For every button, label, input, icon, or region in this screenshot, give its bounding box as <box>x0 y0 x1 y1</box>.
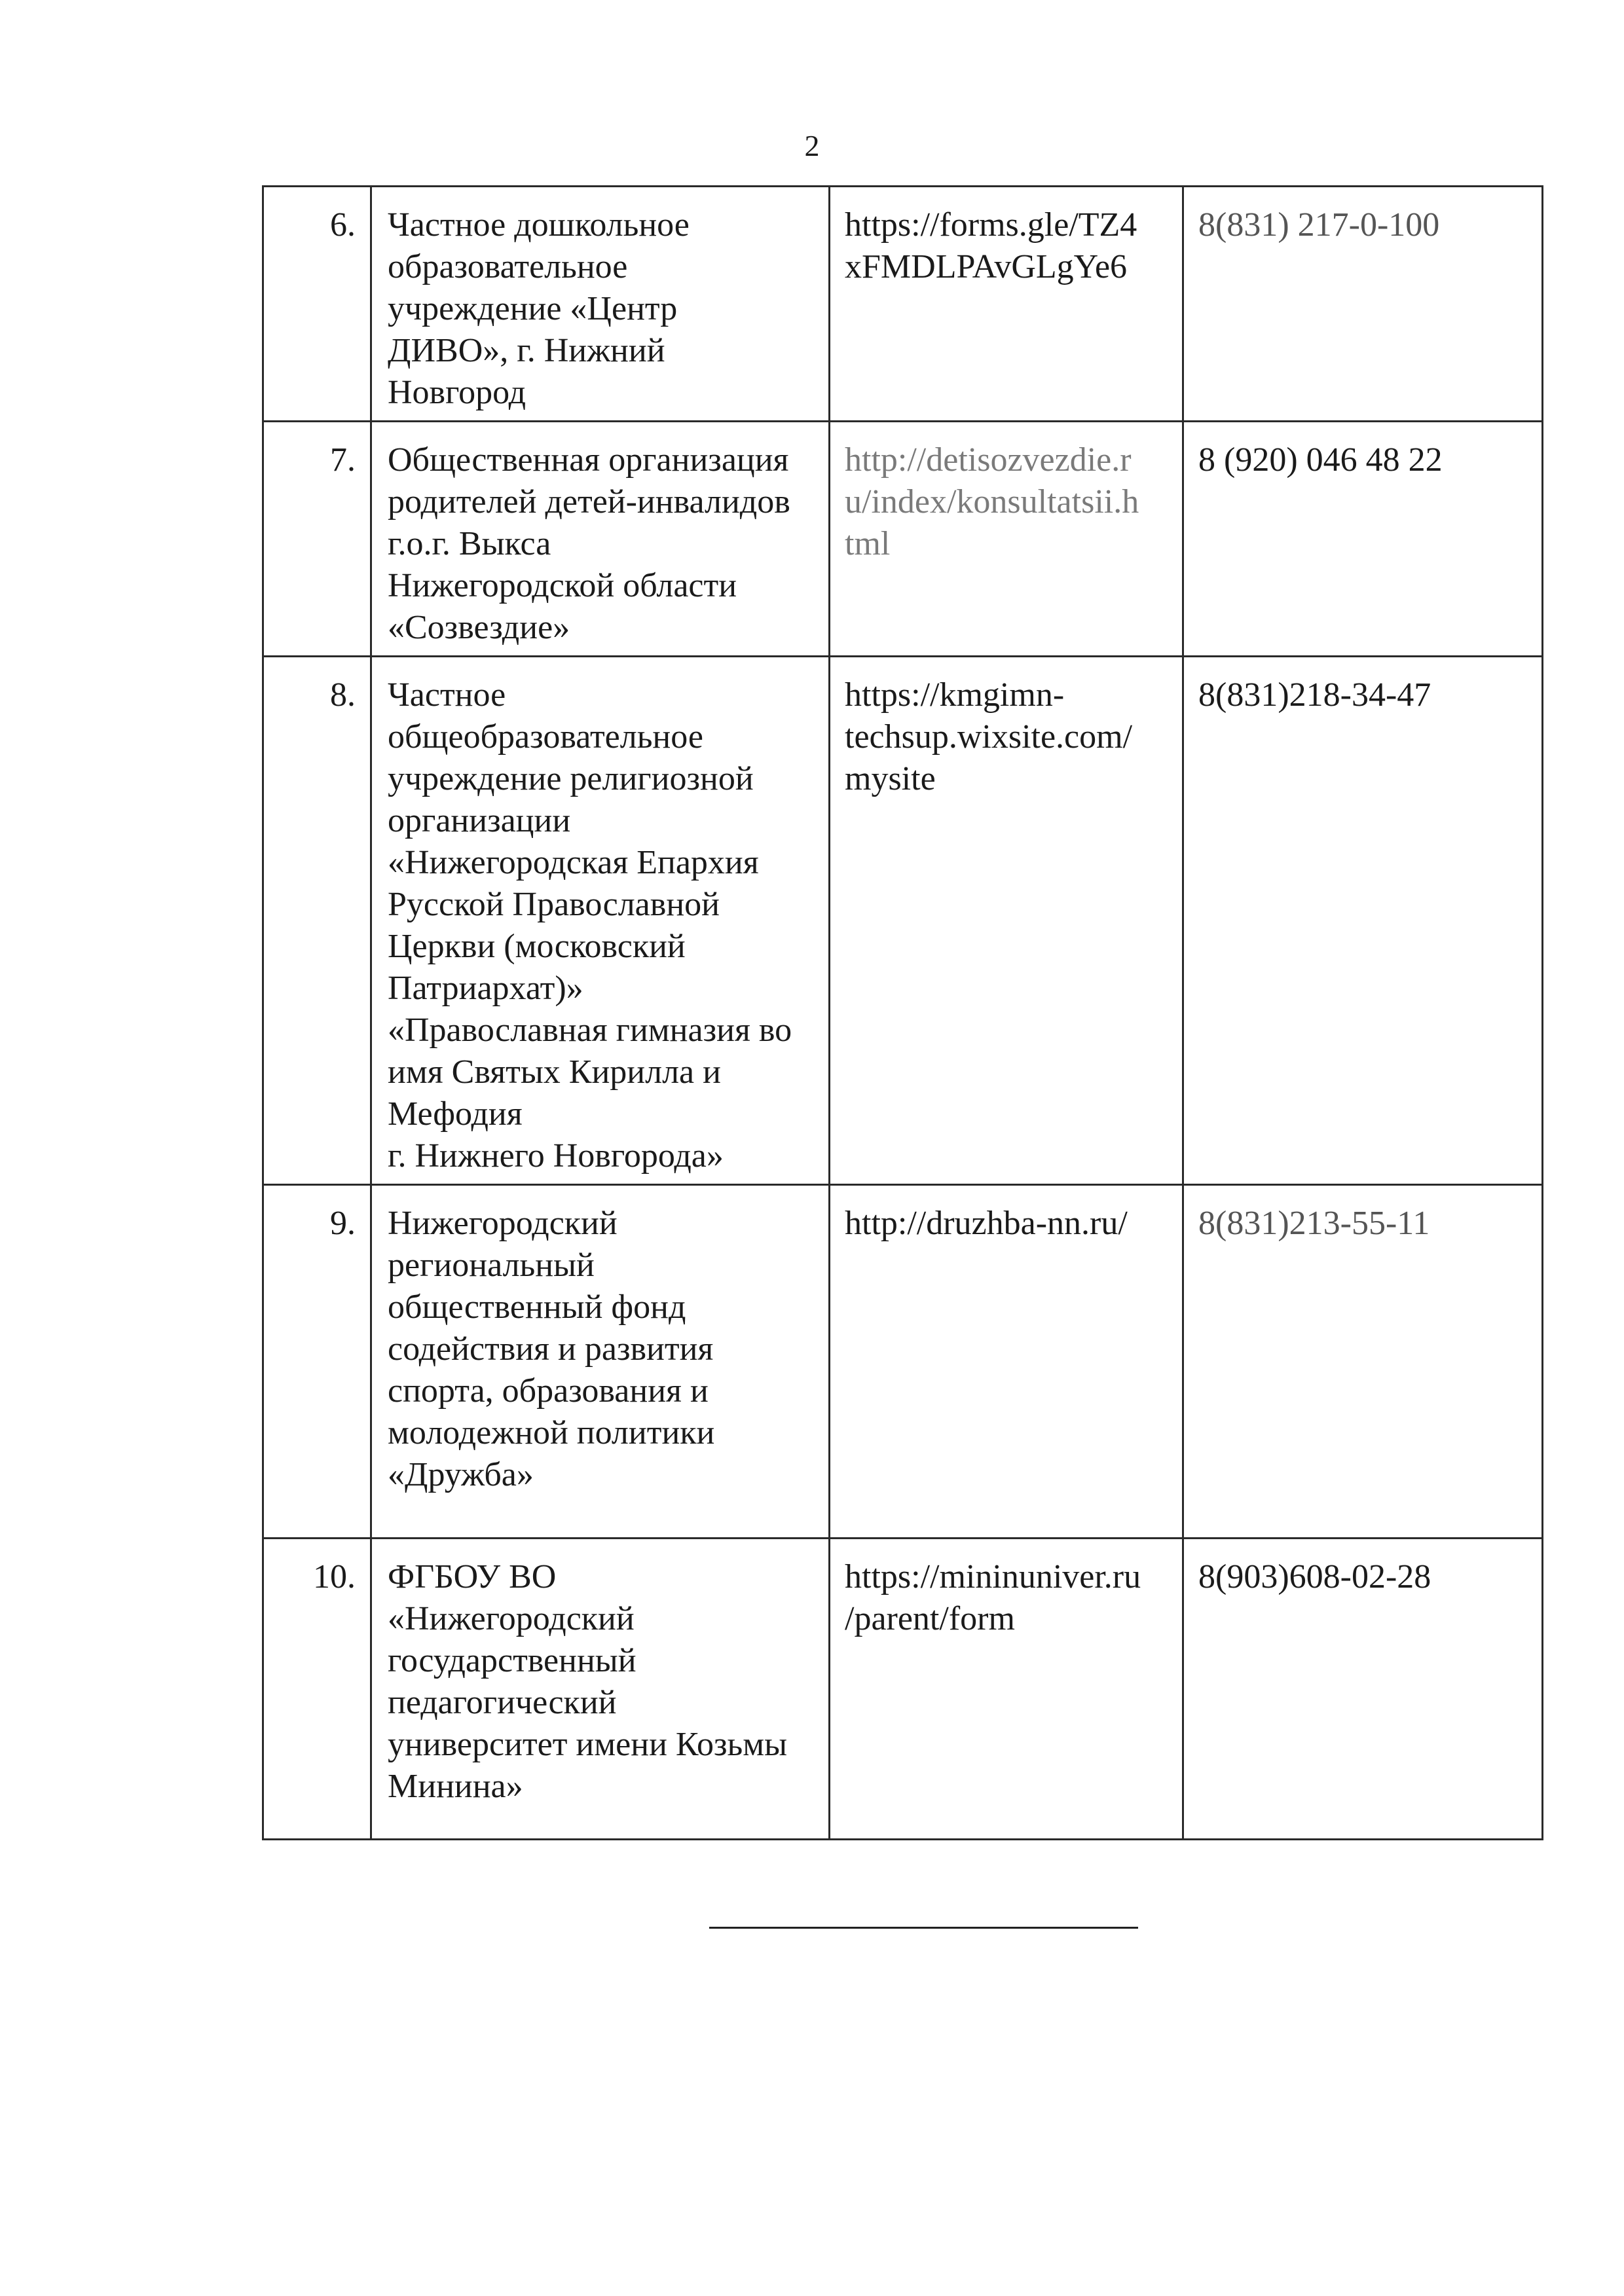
page-number: 2 <box>804 129 820 162</box>
row-number: 9. <box>330 1205 356 1242</box>
website-link[interactable]: https://forms.gle/TZ4 xFMDLPAvGLgYe6 <box>845 206 1137 285</box>
organization-name: Частное общеобразовательное учреждение религиозной организации «Нижегородская Епархия Русской Православной Церкви (московский Патриархат)» «Православная гимназия во имя Святых Кирилла и Мефодия г. Нижнего Новгорода» <box>388 676 792 1175</box>
row-number-cell <box>263 657 371 1185</box>
organizations-table <box>262 185 1543 1840</box>
phone-cell <box>1183 187 1543 422</box>
phone-number: 8(831) 217-0-100 <box>1198 206 1440 244</box>
website-cell <box>830 657 1183 1185</box>
phone-cell <box>1183 1185 1543 1539</box>
row-number: 6. <box>330 206 356 244</box>
website-link[interactable]: http://detisozvezdie.r u/index/konsultatsii.h tml <box>845 441 1139 562</box>
phone-number: 8 (920) 046 48 22 <box>1198 441 1443 479</box>
organization-name: Общественная организация родителей детей-инвалидов г.о.г. Выкса Нижегородской области «Созвездие» <box>388 441 790 646</box>
organization-name: Частное дошкольное образовательное учреждение «Центр ДИВО», г. Нижний Новгород <box>388 206 690 411</box>
phone-number: 8(831)213-55-11 <box>1198 1205 1430 1242</box>
row-number-cell <box>263 187 371 422</box>
organization-name: ФГБОУ ВО «Нижегородский государственный педагогический университет имени Козьмы Минина» <box>388 1558 788 1805</box>
website-link[interactable]: https://mininuniver.ru /parent/form <box>845 1558 1141 1637</box>
table-row <box>263 1539 1543 1840</box>
organization-name: Нижегородский региональный общественный фонд содействия и развития спорта, образования и молодежной политики «Дружба» <box>388 1205 715 1493</box>
organization-name-cell <box>371 657 830 1185</box>
organization-name-cell <box>371 1539 830 1840</box>
phone-number: 8(903)608-02-28 <box>1198 1558 1431 1595</box>
phone-cell <box>1183 422 1543 657</box>
website-link[interactable]: http://druzhba-nn.ru/ <box>845 1205 1128 1242</box>
phone-cell <box>1183 657 1543 1185</box>
organization-name-cell <box>371 187 830 422</box>
row-number: 10. <box>313 1558 356 1595</box>
table-row <box>263 657 1543 1185</box>
website-cell <box>830 187 1183 422</box>
website-cell <box>830 1185 1183 1539</box>
row-number-cell <box>263 422 371 657</box>
row-number-cell <box>263 1185 371 1539</box>
closing-rule <box>709 1927 1138 1929</box>
table-row <box>263 187 1543 422</box>
row-number: 8. <box>330 676 356 714</box>
phone-number: 8(831)218-34-47 <box>1198 676 1431 714</box>
organization-name-cell <box>371 1185 830 1539</box>
table-row <box>263 1185 1543 1539</box>
row-number-cell <box>263 1539 371 1840</box>
row-number: 7. <box>330 441 356 479</box>
website-cell <box>830 422 1183 657</box>
organization-name-cell <box>371 422 830 657</box>
website-link[interactable]: https://kmgimn- techsup.wixsite.com/ mysite <box>845 676 1133 797</box>
phone-cell <box>1183 1539 1543 1840</box>
table-row <box>263 422 1543 657</box>
website-cell <box>830 1539 1183 1840</box>
